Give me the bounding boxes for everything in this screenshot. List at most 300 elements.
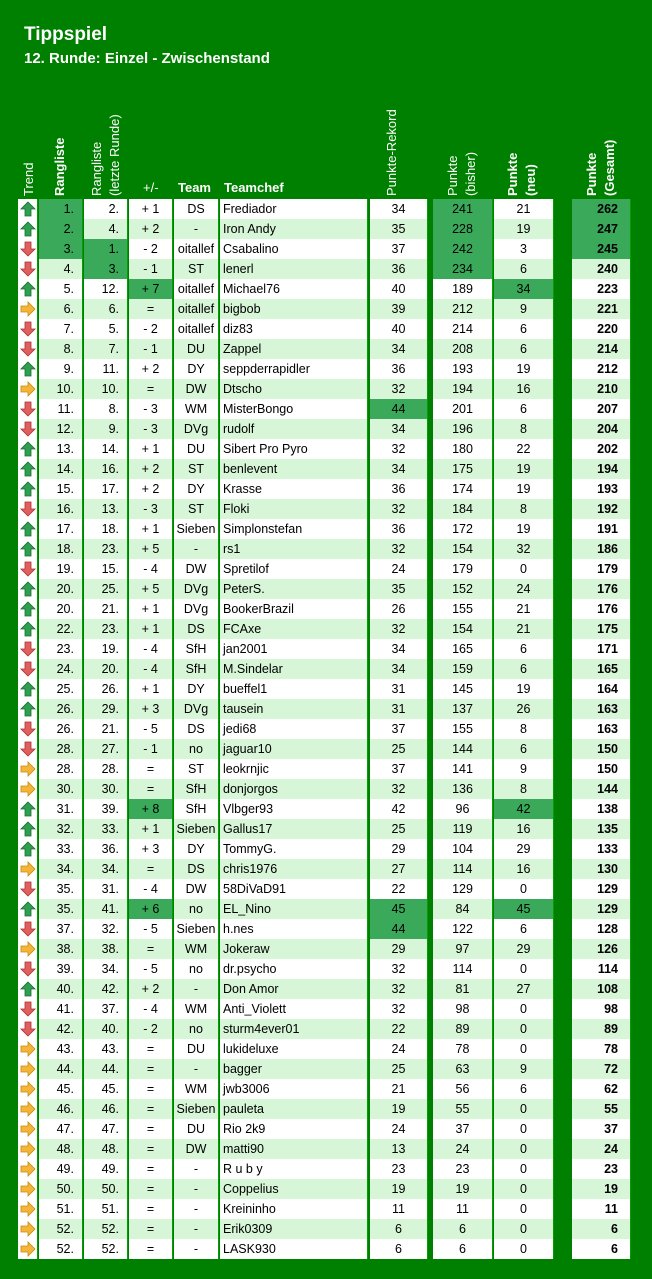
arrow-right-icon bbox=[18, 779, 38, 799]
rank-cell: 43. bbox=[39, 1039, 83, 1059]
teamchef-cell: Anti_Violett bbox=[220, 999, 368, 1019]
arrow-down-icon bbox=[18, 879, 38, 899]
table-row bbox=[0, 839, 652, 859]
new-points-cell: 21 bbox=[494, 619, 554, 639]
teamchef-cell: bagger bbox=[220, 1059, 368, 1079]
teamchef-cell: donjorgos bbox=[220, 779, 368, 799]
record-cell: 45 bbox=[370, 899, 428, 919]
last-rank-cell: 39. bbox=[84, 799, 128, 819]
teamchef-cell: Coppelius bbox=[220, 1179, 368, 1199]
table-row bbox=[0, 779, 652, 799]
rank-cell: 52. bbox=[39, 1239, 83, 1259]
teamchef-cell: 58DiVaD91 bbox=[220, 879, 368, 899]
table-row bbox=[0, 879, 652, 899]
arrow-down-icon bbox=[18, 639, 38, 659]
prev-points-cell: 122 bbox=[433, 919, 493, 939]
new-points-cell: 21 bbox=[494, 599, 554, 619]
last-rank-cell: 7. bbox=[84, 339, 128, 359]
teamchef-cell: jan2001 bbox=[220, 639, 368, 659]
table-row bbox=[0, 759, 652, 779]
new-points-cell: 24 bbox=[494, 579, 554, 599]
header-chef: Teamchef bbox=[224, 180, 284, 195]
table-row bbox=[0, 1019, 652, 1039]
rank-cell: 15. bbox=[39, 479, 83, 499]
arrow-up-icon bbox=[18, 839, 38, 859]
total-points-cell: 11 bbox=[572, 1199, 631, 1219]
diff-cell: + 1 bbox=[129, 439, 173, 459]
rank-cell: 7. bbox=[39, 319, 83, 339]
arrow-up-icon bbox=[18, 279, 38, 299]
teamchef-cell: Dtscho bbox=[220, 379, 368, 399]
teamchef-cell: Floki bbox=[220, 499, 368, 519]
new-points-cell: 8 bbox=[494, 779, 554, 799]
last-rank-cell: 52. bbox=[84, 1219, 128, 1239]
table-row bbox=[0, 959, 652, 979]
rank-cell: 35. bbox=[39, 899, 83, 919]
table-row bbox=[0, 819, 652, 839]
arrow-right-icon bbox=[18, 1099, 38, 1119]
table-row bbox=[0, 859, 652, 879]
total-points-cell: 114 bbox=[572, 959, 631, 979]
prev-points-cell: 114 bbox=[433, 959, 493, 979]
total-points-cell: 204 bbox=[572, 419, 631, 439]
last-rank-cell: 12. bbox=[84, 279, 128, 299]
new-points-cell: 26 bbox=[494, 699, 554, 719]
arrow-up-icon bbox=[18, 479, 38, 499]
total-points-cell: 164 bbox=[572, 679, 631, 699]
record-cell: 35 bbox=[370, 219, 428, 239]
teamchef-cell: TommyG. bbox=[220, 839, 368, 859]
record-cell: 34 bbox=[370, 339, 428, 359]
rank-cell: 41. bbox=[39, 999, 83, 1019]
arrow-up-icon bbox=[18, 459, 38, 479]
last-rank-cell: 13. bbox=[84, 499, 128, 519]
arrow-down-icon bbox=[18, 499, 38, 519]
diff-cell: = bbox=[129, 1059, 173, 1079]
record-cell: 32 bbox=[370, 539, 428, 559]
team-cell: ST bbox=[174, 459, 219, 479]
team-cell: - bbox=[174, 1199, 219, 1219]
record-cell: 44 bbox=[370, 399, 428, 419]
last-rank-cell: 46. bbox=[84, 1099, 128, 1119]
teamchef-cell: lukideluxe bbox=[220, 1039, 368, 1059]
last-rank-cell: 34. bbox=[84, 959, 128, 979]
new-points-cell: 0 bbox=[494, 1239, 554, 1259]
team-cell: DW bbox=[174, 879, 219, 899]
header-new-line2: (neu) bbox=[523, 164, 538, 196]
table-row bbox=[0, 899, 652, 919]
new-points-cell: 0 bbox=[494, 959, 554, 979]
prev-points-cell: 6 bbox=[433, 1239, 493, 1259]
header-prev-line1: Punkte bbox=[445, 155, 460, 196]
record-cell: 24 bbox=[370, 1119, 428, 1139]
record-cell: 6 bbox=[370, 1239, 428, 1259]
header-last-rank-line1: Rangliste bbox=[89, 141, 104, 196]
diff-cell: = bbox=[129, 1139, 173, 1159]
table-row bbox=[0, 499, 652, 519]
record-cell: 25 bbox=[370, 1059, 428, 1079]
diff-cell: + 3 bbox=[129, 839, 173, 859]
header-prev-line2: (bisher) bbox=[463, 151, 478, 196]
arrow-right-icon bbox=[18, 1239, 38, 1259]
last-rank-cell: 14. bbox=[84, 439, 128, 459]
record-cell: 36 bbox=[370, 359, 428, 379]
new-points-cell: 27 bbox=[494, 979, 554, 999]
record-cell: 11 bbox=[370, 1199, 428, 1219]
record-cell: 37 bbox=[370, 759, 428, 779]
last-rank-cell: 18. bbox=[84, 519, 128, 539]
record-cell: 32 bbox=[370, 499, 428, 519]
total-points-cell: 23 bbox=[572, 1159, 631, 1179]
team-cell: oitallef bbox=[174, 299, 219, 319]
record-cell: 34 bbox=[370, 639, 428, 659]
table-row bbox=[0, 599, 652, 619]
prev-points-cell: 84 bbox=[433, 899, 493, 919]
total-points-cell: 163 bbox=[572, 719, 631, 739]
prev-points-cell: 104 bbox=[433, 839, 493, 859]
total-points-cell: 89 bbox=[572, 1019, 631, 1039]
team-cell: WM bbox=[174, 939, 219, 959]
table-row bbox=[0, 259, 652, 279]
total-points-cell: 193 bbox=[572, 479, 631, 499]
record-cell: 32 bbox=[370, 439, 428, 459]
team-cell: ST bbox=[174, 499, 219, 519]
rank-cell: 5. bbox=[39, 279, 83, 299]
total-points-cell: 220 bbox=[572, 319, 631, 339]
table-row bbox=[0, 919, 652, 939]
table-row bbox=[0, 319, 652, 339]
last-rank-cell: 1. bbox=[84, 239, 128, 259]
team-cell: DU bbox=[174, 1119, 219, 1139]
rank-cell: 8. bbox=[39, 339, 83, 359]
new-points-cell: 0 bbox=[494, 1099, 554, 1119]
rank-cell: 51. bbox=[39, 1199, 83, 1219]
last-rank-cell: 38. bbox=[84, 939, 128, 959]
diff-cell: - 4 bbox=[129, 999, 173, 1019]
team-cell: SfH bbox=[174, 639, 219, 659]
arrow-right-icon bbox=[18, 1179, 38, 1199]
teamchef-cell: Vlbger93 bbox=[220, 799, 368, 819]
team-cell: WM bbox=[174, 999, 219, 1019]
teamchef-cell: MisterBongo bbox=[220, 399, 368, 419]
last-rank-cell: 34. bbox=[84, 859, 128, 879]
diff-cell: - 1 bbox=[129, 739, 173, 759]
diff-cell: + 1 bbox=[129, 679, 173, 699]
total-points-cell: 223 bbox=[572, 279, 631, 299]
prev-points-cell: 194 bbox=[433, 379, 493, 399]
last-rank-cell: 8. bbox=[84, 399, 128, 419]
arrow-up-icon bbox=[18, 799, 38, 819]
new-points-cell: 16 bbox=[494, 379, 554, 399]
table-row bbox=[0, 799, 652, 819]
diff-cell: - 5 bbox=[129, 719, 173, 739]
prev-points-cell: 154 bbox=[433, 619, 493, 639]
arrow-down-icon bbox=[18, 399, 38, 419]
diff-cell: + 2 bbox=[129, 359, 173, 379]
teamchef-cell: Simplonstefan bbox=[220, 519, 368, 539]
total-points-cell: 176 bbox=[572, 599, 631, 619]
last-rank-cell: 49. bbox=[84, 1159, 128, 1179]
rank-cell: 18. bbox=[39, 539, 83, 559]
team-cell: DY bbox=[174, 839, 219, 859]
diff-cell: - 3 bbox=[129, 419, 173, 439]
new-points-cell: 22 bbox=[494, 439, 554, 459]
new-points-cell: 3 bbox=[494, 239, 554, 259]
diff-cell: = bbox=[129, 1219, 173, 1239]
diff-cell: + 2 bbox=[129, 219, 173, 239]
teamchef-cell: tausein bbox=[220, 699, 368, 719]
prev-points-cell: 144 bbox=[433, 739, 493, 759]
table-row bbox=[0, 1199, 652, 1219]
last-rank-cell: 28. bbox=[84, 759, 128, 779]
new-points-cell: 6 bbox=[494, 739, 554, 759]
teamchef-cell: Rio 2k9 bbox=[220, 1119, 368, 1139]
total-points-cell: 150 bbox=[572, 759, 631, 779]
rank-cell: 52. bbox=[39, 1219, 83, 1239]
rank-cell: 28. bbox=[39, 759, 83, 779]
record-cell: 32 bbox=[370, 379, 428, 399]
new-points-cell: 6 bbox=[494, 639, 554, 659]
diff-cell: = bbox=[129, 1119, 173, 1139]
teamchef-cell: pauleta bbox=[220, 1099, 368, 1119]
team-cell: DS bbox=[174, 859, 219, 879]
last-rank-cell: 21. bbox=[84, 719, 128, 739]
arrow-down-icon bbox=[18, 419, 38, 439]
prev-points-cell: 81 bbox=[433, 979, 493, 999]
last-rank-cell: 42. bbox=[84, 979, 128, 999]
new-points-cell: 0 bbox=[494, 1159, 554, 1179]
table-row bbox=[0, 559, 652, 579]
diff-cell: + 1 bbox=[129, 819, 173, 839]
table-row bbox=[0, 999, 652, 1019]
team-cell: DY bbox=[174, 679, 219, 699]
diff-cell: - 4 bbox=[129, 659, 173, 679]
team-cell: DS bbox=[174, 619, 219, 639]
last-rank-cell: 10. bbox=[84, 379, 128, 399]
teamchef-cell: Michael76 bbox=[220, 279, 368, 299]
teamchef-cell: Krasse bbox=[220, 479, 368, 499]
table-row bbox=[0, 219, 652, 239]
teamchef-cell: rs1 bbox=[220, 539, 368, 559]
team-cell: DW bbox=[174, 379, 219, 399]
team-cell: DW bbox=[174, 1139, 219, 1159]
rank-cell: 49. bbox=[39, 1159, 83, 1179]
prev-points-cell: 189 bbox=[433, 279, 493, 299]
rank-cell: 40. bbox=[39, 979, 83, 999]
total-points-cell: 108 bbox=[572, 979, 631, 999]
record-cell: 32 bbox=[370, 619, 428, 639]
diff-cell: = bbox=[129, 379, 173, 399]
total-points-cell: 247 bbox=[572, 219, 631, 239]
arrow-right-icon bbox=[18, 1199, 38, 1219]
last-rank-cell: 6. bbox=[84, 299, 128, 319]
prev-points-cell: 180 bbox=[433, 439, 493, 459]
team-cell: DS bbox=[174, 199, 219, 219]
prev-points-cell: 23 bbox=[433, 1159, 493, 1179]
record-cell: 32 bbox=[370, 979, 428, 999]
teamchef-cell: seppderrapidler bbox=[220, 359, 368, 379]
last-rank-cell: 45. bbox=[84, 1079, 128, 1099]
arrow-down-icon bbox=[18, 659, 38, 679]
new-points-cell: 8 bbox=[494, 719, 554, 739]
record-cell: 36 bbox=[370, 479, 428, 499]
last-rank-cell: 32. bbox=[84, 919, 128, 939]
last-rank-cell: 47. bbox=[84, 1119, 128, 1139]
teamchef-cell: FCAxe bbox=[220, 619, 368, 639]
prev-points-cell: 152 bbox=[433, 579, 493, 599]
rank-cell: 42. bbox=[39, 1019, 83, 1039]
table-row bbox=[0, 739, 652, 759]
table-row bbox=[0, 1219, 652, 1239]
arrow-right-icon bbox=[18, 1219, 38, 1239]
new-points-cell: 19 bbox=[494, 479, 554, 499]
prev-points-cell: 56 bbox=[433, 1079, 493, 1099]
teamchef-cell: h.nes bbox=[220, 919, 368, 939]
team-cell: no bbox=[174, 1019, 219, 1039]
new-points-cell: 0 bbox=[494, 559, 554, 579]
rank-cell: 25. bbox=[39, 679, 83, 699]
new-points-cell: 6 bbox=[494, 1079, 554, 1099]
team-cell: DU bbox=[174, 1039, 219, 1059]
arrow-right-icon bbox=[18, 1059, 38, 1079]
last-rank-cell: 25. bbox=[84, 579, 128, 599]
teamchef-cell: EL_Nino bbox=[220, 899, 368, 919]
total-points-cell: 165 bbox=[572, 659, 631, 679]
prev-points-cell: 174 bbox=[433, 479, 493, 499]
rank-cell: 22. bbox=[39, 619, 83, 639]
prev-points-cell: 242 bbox=[433, 239, 493, 259]
teamchef-cell: bueffel1 bbox=[220, 679, 368, 699]
diff-cell: = bbox=[129, 859, 173, 879]
table-row bbox=[0, 539, 652, 559]
arrow-down-icon bbox=[18, 319, 38, 339]
total-points-cell: 72 bbox=[572, 1059, 631, 1079]
teamchef-cell: jedi68 bbox=[220, 719, 368, 739]
table-row bbox=[0, 1059, 652, 1079]
teamchef-cell: Gallus17 bbox=[220, 819, 368, 839]
team-cell: oitallef bbox=[174, 239, 219, 259]
table-row bbox=[0, 479, 652, 499]
last-rank-cell: 37. bbox=[84, 999, 128, 1019]
record-cell: 13 bbox=[370, 1139, 428, 1159]
total-points-cell: 129 bbox=[572, 879, 631, 899]
total-points-cell: 221 bbox=[572, 299, 631, 319]
rank-cell: 20. bbox=[39, 599, 83, 619]
diff-cell: = bbox=[129, 1159, 173, 1179]
total-points-cell: 133 bbox=[572, 839, 631, 859]
team-cell: Sieben bbox=[174, 519, 219, 539]
table-row bbox=[0, 339, 652, 359]
rank-cell: 14. bbox=[39, 459, 83, 479]
team-cell: no bbox=[174, 899, 219, 919]
total-points-cell: 191 bbox=[572, 519, 631, 539]
total-points-cell: 179 bbox=[572, 559, 631, 579]
rank-cell: 4. bbox=[39, 259, 83, 279]
total-points-cell: 138 bbox=[572, 799, 631, 819]
prev-points-cell: 196 bbox=[433, 419, 493, 439]
diff-cell: - 4 bbox=[129, 879, 173, 899]
team-cell: no bbox=[174, 739, 219, 759]
last-rank-cell: 5. bbox=[84, 319, 128, 339]
arrow-up-icon bbox=[18, 979, 38, 999]
diff-cell: + 1 bbox=[129, 619, 173, 639]
rank-cell: 26. bbox=[39, 699, 83, 719]
last-rank-cell: 31. bbox=[84, 879, 128, 899]
record-cell: 24 bbox=[370, 1039, 428, 1059]
prev-points-cell: 136 bbox=[433, 779, 493, 799]
table-row bbox=[0, 699, 652, 719]
arrow-down-icon bbox=[18, 959, 38, 979]
teamchef-cell: dr.psycho bbox=[220, 959, 368, 979]
prev-points-cell: 159 bbox=[433, 659, 493, 679]
diff-cell: + 1 bbox=[129, 519, 173, 539]
table-row bbox=[0, 719, 652, 739]
prev-points-cell: 179 bbox=[433, 559, 493, 579]
diff-cell: - 5 bbox=[129, 919, 173, 939]
last-rank-cell: 26. bbox=[84, 679, 128, 699]
team-cell: DU bbox=[174, 339, 219, 359]
record-cell: 22 bbox=[370, 879, 428, 899]
total-points-cell: 163 bbox=[572, 699, 631, 719]
teamchef-cell: R u b y bbox=[220, 1159, 368, 1179]
new-points-cell: 6 bbox=[494, 259, 554, 279]
diff-cell: = bbox=[129, 1039, 173, 1059]
arrow-right-icon bbox=[18, 1159, 38, 1179]
table-row bbox=[0, 639, 652, 659]
record-cell: 36 bbox=[370, 519, 428, 539]
new-points-cell: 9 bbox=[494, 1059, 554, 1079]
new-points-cell: 9 bbox=[494, 759, 554, 779]
record-cell: 37 bbox=[370, 719, 428, 739]
rank-cell: 13. bbox=[39, 439, 83, 459]
teamchef-cell: Zappel bbox=[220, 339, 368, 359]
prev-points-cell: 201 bbox=[433, 399, 493, 419]
last-rank-cell: 20. bbox=[84, 659, 128, 679]
teamchef-cell: benlevent bbox=[220, 459, 368, 479]
team-cell: DVg bbox=[174, 579, 219, 599]
total-points-cell: 129 bbox=[572, 899, 631, 919]
team-cell: DW bbox=[174, 559, 219, 579]
diff-cell: + 2 bbox=[129, 459, 173, 479]
rank-cell: 12. bbox=[39, 419, 83, 439]
rank-cell: 10. bbox=[39, 379, 83, 399]
rank-cell: 44. bbox=[39, 1059, 83, 1079]
record-cell: 40 bbox=[370, 279, 428, 299]
header-total-line1: Punkte bbox=[584, 152, 599, 196]
new-points-cell: 16 bbox=[494, 859, 554, 879]
last-rank-cell: 48. bbox=[84, 1139, 128, 1159]
diff-cell: - 4 bbox=[129, 559, 173, 579]
new-points-cell: 6 bbox=[494, 319, 554, 339]
teamchef-cell: bigbob bbox=[220, 299, 368, 319]
prev-points-cell: 119 bbox=[433, 819, 493, 839]
last-rank-cell: 23. bbox=[84, 619, 128, 639]
teamchef-cell: Jokeraw bbox=[220, 939, 368, 959]
header-rank: Rangliste bbox=[52, 137, 67, 196]
diff-cell: - 2 bbox=[129, 1019, 173, 1039]
new-points-cell: 42 bbox=[494, 799, 554, 819]
rank-cell: 11. bbox=[39, 399, 83, 419]
diff-cell: + 5 bbox=[129, 579, 173, 599]
prev-points-cell: 11 bbox=[433, 1199, 493, 1219]
diff-cell: = bbox=[129, 939, 173, 959]
record-cell: 27 bbox=[370, 859, 428, 879]
table-row bbox=[0, 1179, 652, 1199]
record-cell: 6 bbox=[370, 1219, 428, 1239]
prev-points-cell: 155 bbox=[433, 599, 493, 619]
prev-points-cell: 208 bbox=[433, 339, 493, 359]
rank-cell: 38. bbox=[39, 939, 83, 959]
